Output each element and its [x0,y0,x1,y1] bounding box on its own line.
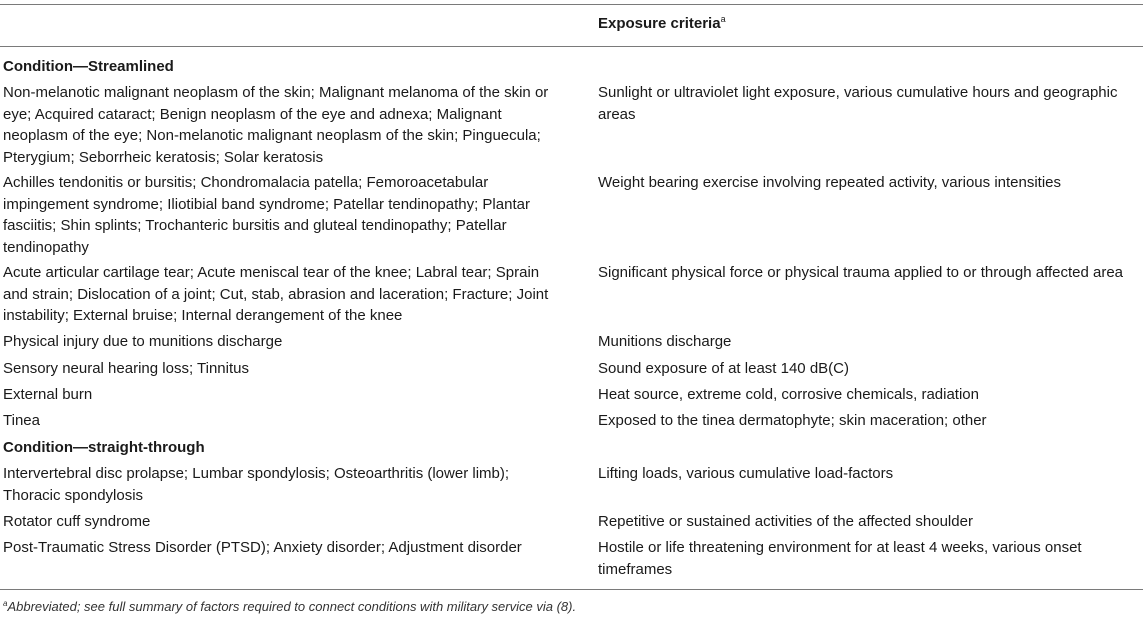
table-row-exposure: Heat source, extreme cold, corrosive chemicals, radiation [598,386,979,403]
table-row-condition: External burn [3,386,93,403]
table-row-condition: Non-melanotic malignant neoplasm of the skin; Malignant melanoma of the skin or eye; Acquired cataract; Benign neoplasm of the eye and adnexa; Malignant neoplasm of the eye; Non-melanotic malignant neoplasm of the skin; Pinguecula; Pterygium; Seborrheic keratosis; Solar keratosis [3,84,549,166]
table-row-exposure: Exposed to the tinea dermatophyte; skin maceration; other [598,412,987,429]
footnote-text: Abbreviated; see full summary of factors required to connect conditions with military service via (8). [7,599,577,614]
table-row-condition: Tinea [3,412,40,429]
table-row-exposure: Significant physical force or physical trauma applied to or through affected area [598,264,1124,281]
table-row-exposure: Sound exposure of at least 140 dB(C) [598,360,849,377]
section-title-straight-through: Condition—straight-through [3,439,205,456]
table-row-condition: Physical injury due to munitions discharge [3,333,283,350]
header-label: Exposure criteria [598,15,721,32]
footnote-marker: a [3,599,8,608]
table-row-exposure: Hostile or life threatening environment for at least 4 weeks, various onset timeframes [598,539,1082,578]
table-row-exposure: Sunlight or ultraviolet light exposure, various cumulative hours and geographic areas [598,84,1118,123]
table-row-condition: Post-Traumatic Stress Disorder (PTSD); Anxiety disorder; Adjustment disorder [3,539,522,556]
table-row-condition: Intervertebral disc prolapse; Lumbar spondylosis; Osteoarthritis (lower limb); Thoracic spondylosis [3,465,510,504]
header-footnote-marker: a [720,14,726,24]
table-row-exposure: Weight bearing exercise involving repeated activity, various intensities [598,174,1062,191]
table-row-exposure: Munitions discharge [598,333,732,350]
table-row-condition: Rotator cuff syndrome [3,513,151,530]
table-row-condition: Achilles tendonitis or bursitis; Chondromalacia patella; Femoroacetabular impingement syndrome; Iliotibial band syndrome; Patellar tendinopathy; Plantar fasciitis; Shin splints; Trochanteric bursitis and gluteal tendinopathy; Patellar tendinopathy [3,174,530,256]
table-row-condition: Acute articular cartilage tear; Acute meniscal tear of the knee; Labral tear; Sprain and strain; Dislocation of a joint; Cut, stab, abrasion and laceration; Fracture; Joint instability; External bruise; Internal derangement of the knee [3,264,549,324]
table-row-condition: Sensory neural hearing loss; Tinnitus [3,360,249,377]
section-title-streamlined: Condition—Streamlined [3,58,174,75]
table-top-rule [0,4,1143,5]
header-rule [0,46,1143,47]
table-row-exposure: Repetitive or sustained activities of the affected shoulder [598,513,973,530]
table-row-exposure: Lifting loads, various cumulative load-factors [598,465,894,482]
table-footnote [3,599,576,614]
table-bottom-rule [0,589,1143,590]
header-exposure-criteria [598,13,1143,35]
